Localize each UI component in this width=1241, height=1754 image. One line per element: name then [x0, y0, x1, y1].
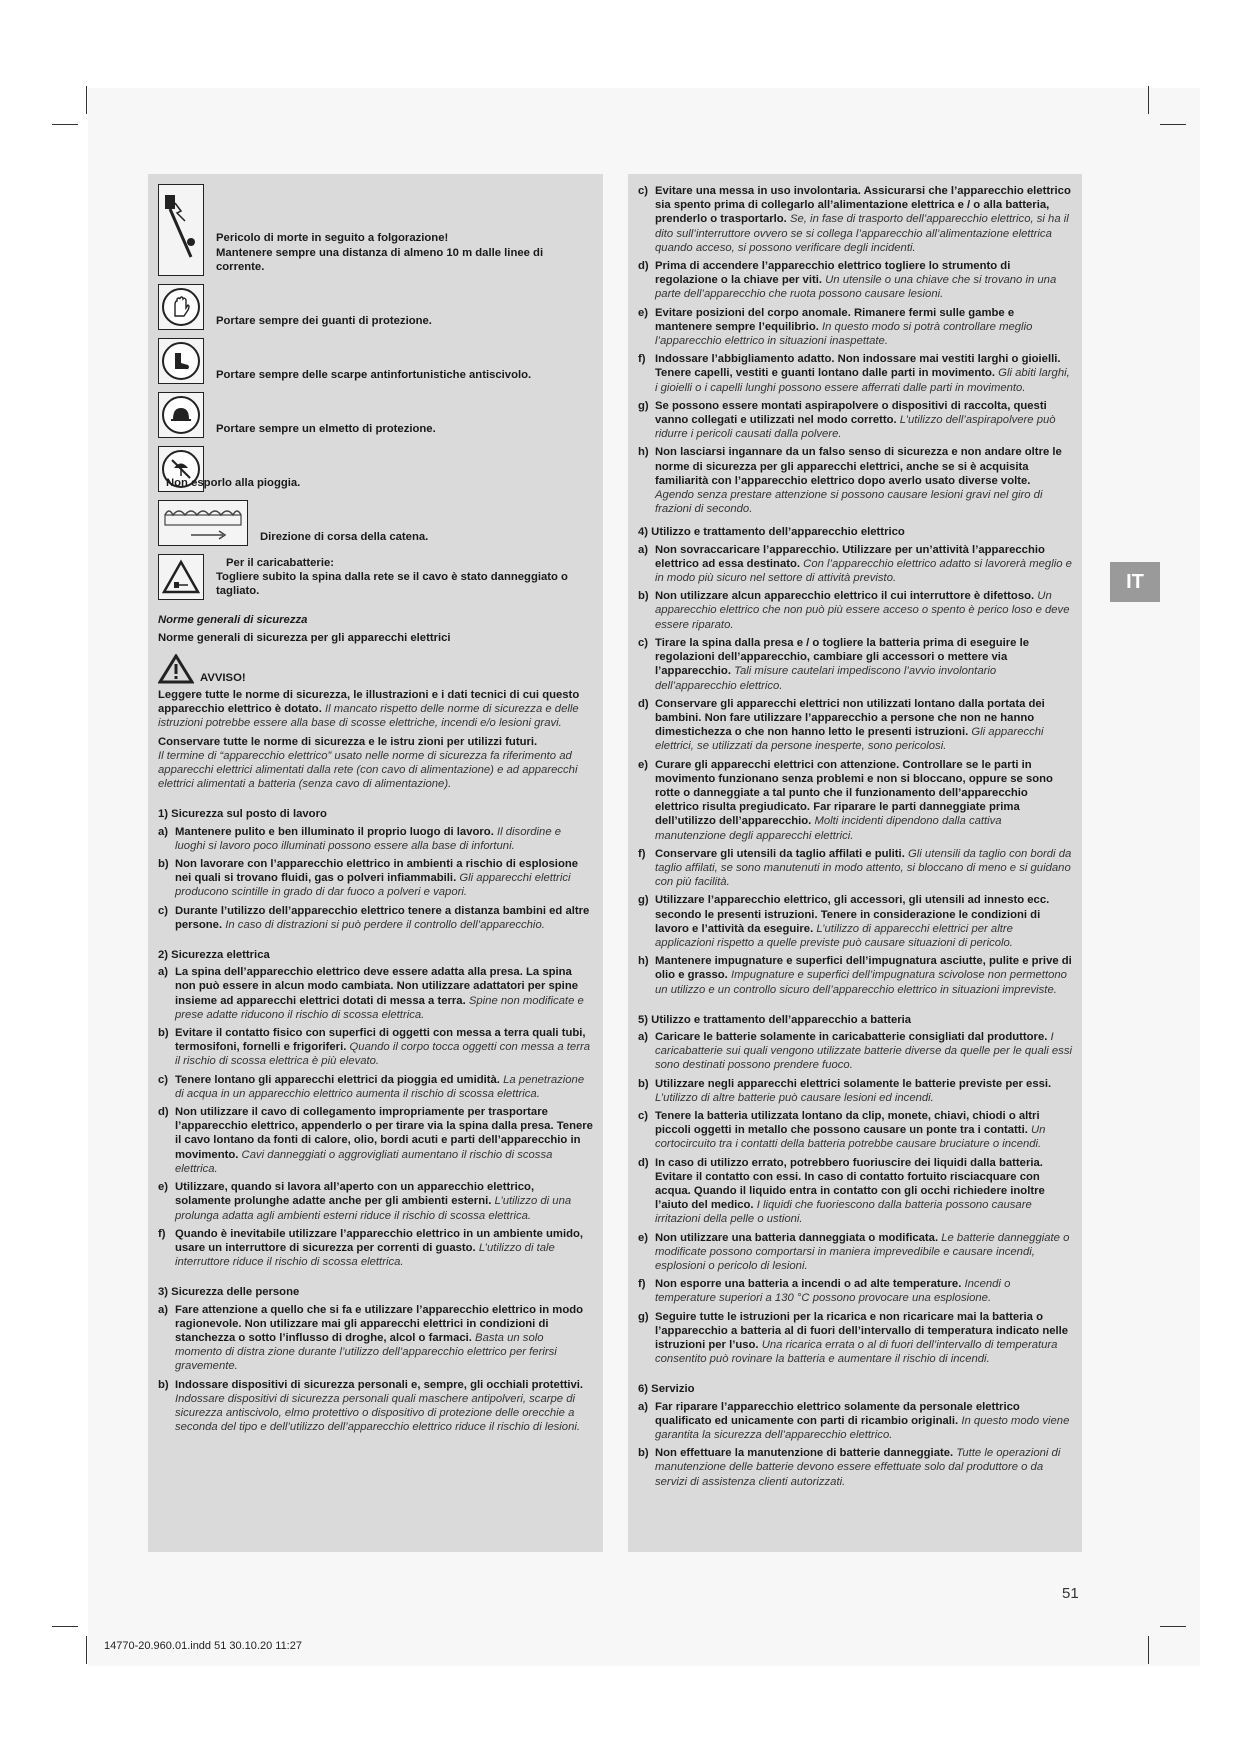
item-italic: Basta un solo momento di distra zione durante l’utilizzo dell’apparecchio elettrico per ferirsi gravemente. — [175, 1331, 557, 1373]
item-text — [655, 589, 1072, 632]
item-label: g) — [638, 894, 649, 907]
safety-boots-icon — [158, 338, 204, 384]
symbol-row — [158, 392, 593, 438]
protective-gloves-icon — [158, 284, 204, 330]
item-text — [175, 1026, 593, 1069]
item-text — [655, 1156, 1072, 1227]
item-label: a) — [638, 1400, 649, 1413]
item-bold: Utilizzare, quando si lavora all’aperto con un apparecchio elettrico, solamente prolunghe adatte anche per gli ambienti esterni. — [175, 1181, 535, 1208]
item-bold: Quando è inevitabile utilizzare l’apparecchio elettrico in un ambiente umido, usare un interruttore di sicurezza per correnti di guasto. — [175, 1227, 584, 1254]
item-bold: Utilizzare l’apparecchio elettrico, gli accessori, gli utensili ad innesto ecc. secondo le presenti istruzioni. Tenere in considerazione le condizioni di lavoro e l’attività da eseguire. — [655, 894, 1050, 935]
item-text — [175, 904, 593, 932]
list-item — [158, 1378, 593, 1435]
item-italic: In questo modo si potrà controllare meglio l’apparecchio elettrico in situazioni inaspettate. — [655, 320, 1033, 348]
item-bold: Evitare posizioni del corpo anomale. Rimanere fermi sulle gambe e mantenere sempre l’equilibrio. — [655, 306, 1015, 333]
section-heading: 1) Sicurezza sul posto di lavoro — [158, 808, 327, 821]
item-bold: Non sovraccaricare l’apparecchio. Utilizzare per un’attività l’apparecchio elettrico ad essa destinato. — [655, 543, 1045, 570]
symbol-text: Portare sempre dei guanti di protezione. — [216, 314, 432, 327]
item-italic: Gli apparecchi elettrici producono scintille in grado di dar fuoco a polveri e vapori. — [175, 872, 571, 899]
item-bold: Caricare le batterie solamente in caricabatterie consigliati dal produttore. — [655, 1030, 1048, 1043]
item-text — [175, 1180, 593, 1223]
item-text — [655, 1077, 1072, 1105]
list-item — [638, 636, 1072, 693]
item-label: d) — [638, 1156, 649, 1169]
symbol-row — [158, 500, 593, 546]
section-heading: 2) Sicurezza elettrica — [158, 949, 270, 962]
item-bold: Tenere la batteria utilizzata lontano da clip, monete, chiavi, chiodi o altri piccoli oggetti in metallo che possono causare un ponte tra i contatti. — [655, 1109, 1040, 1137]
item-italic: Le batterie danneggiate o modificate possono comportarsi in maniera imprevedibile e causare incendi, esplosioni o pericolo di lesioni. — [655, 1231, 1070, 1273]
list-item — [158, 1073, 593, 1101]
symbol-text — [216, 556, 593, 599]
item-text — [175, 1378, 593, 1435]
item-text — [655, 1277, 1072, 1305]
item-text — [655, 847, 1072, 890]
item-italic: I caricabatterie sui quali vengono utilizzate batterie diverse da quelle per le quali essi sono destinati possono prendere fuoco. — [655, 1030, 1072, 1072]
symbol-text: Portare sempre un elmetto di protezione. — [216, 422, 436, 435]
item-bold: Indossare dispositivi di sicurezza personali e, sempre, gli occhiali protettivi. — [175, 1378, 584, 1391]
symbol-row — [158, 184, 593, 276]
symbol-row — [158, 554, 593, 600]
list-item — [638, 306, 1072, 349]
item-italic: Quando il corpo tocca oggetti con messa a terra il rischio di scossa elettrica è più elevato. — [175, 1041, 591, 1068]
intro-bold: Conservare tutte le norme di sicurezza e le istru zioni per utilizzi futuri. — [158, 735, 538, 748]
section-heading: 4) Utilizzo e trattamento dell’apparecchio elettrico — [638, 526, 905, 539]
item-label: h) — [638, 446, 649, 459]
item-text — [655, 543, 1072, 586]
crop-mark — [52, 124, 78, 125]
list-item — [638, 1156, 1072, 1227]
item-bold: Seguire tutte le istruzioni per la ricarica e non ricaricare mai la batteria o l’apparecchio a batteria al di fuori dell’intervallo di temperatura indicato nelle istruzioni per l’uso. — [655, 1310, 1069, 1352]
item-label: d) — [638, 260, 649, 273]
item-label: g) — [638, 1310, 649, 1323]
symbol-text: Non esporlo alla pioggia. — [166, 476, 301, 489]
item-bold: Non effettuare la manutenzione di batterie danneggiate. — [655, 1447, 954, 1460]
list-item — [638, 893, 1072, 950]
item-text — [655, 445, 1072, 516]
intro-italic: Il mancato rispetto delle norme di sicurezza e delle istruzioni potrebbe essere alla base di scosse elettriche, incendi e/o lesioni gravi. — [158, 703, 579, 730]
item-label: c) — [638, 185, 649, 197]
item-bold: Mantenere pulito e ben illuminato il proprio luogo di lavoro. — [175, 825, 494, 838]
norme-title: Norme generali di sicurezza per gli apparecchi elettrici — [158, 632, 451, 644]
item-text — [655, 399, 1072, 442]
crop-mark — [1148, 1636, 1149, 1664]
item-italic: Impugnature e superfici dell’impugnatura scivolose non permettono un utilizzo e un controllo sicuro dell’apparecchio elettrico in situazioni impreviste. — [655, 969, 1067, 996]
item-bold: Durante l’utilizzo dell’apparecchio elettrico tenere a distanza bambini ed altre persone. — [175, 904, 590, 931]
item-italic: La penetrazione di acqua in un apparecchio elettrico aumenta il rischio di scossa elettrica. — [175, 1073, 585, 1100]
item-italic: L’utilizzo di altre batterie può causare lesioni ed incendi. — [655, 1091, 934, 1104]
avviso-row — [158, 654, 593, 684]
item-italic: Gli apparecchi elettrici, se utilizzati da persone inesperte, sono pericolosi. — [655, 726, 1044, 753]
item-label: c) — [158, 1073, 169, 1086]
symbol-row — [158, 338, 593, 384]
list-item — [638, 1400, 1072, 1443]
item-bold: Non esporre una batteria a incendi o ad alte temperature. — [655, 1278, 962, 1291]
right-column — [628, 174, 1082, 1552]
avviso-label: AVVISO! — [200, 672, 246, 684]
list-item — [638, 399, 1072, 442]
item-text — [655, 893, 1072, 950]
item-label: h) — [638, 955, 649, 968]
item-text — [655, 758, 1072, 843]
list-item — [158, 965, 593, 1022]
item-label: f) — [638, 1278, 646, 1291]
item-bold: Evitare una messa in uso involontaria. Assicurarsi che l’apparecchio elettrico sia spento prima di collegarlo all’alimentazione elettrica e / o alla batteria, prenderlo o trasportarlo. — [655, 185, 1071, 226]
item-label: e) — [158, 1181, 169, 1194]
item-label: f) — [158, 1227, 166, 1240]
list-item — [638, 954, 1072, 997]
item-text — [655, 697, 1072, 754]
list-item — [638, 1310, 1072, 1367]
item-label: b) — [638, 1447, 649, 1460]
item-text — [655, 954, 1072, 997]
helmet-icon — [158, 392, 204, 438]
item-label: c) — [158, 904, 169, 917]
item-italic: L’utilizzo di apparecchi elettrici per altre applicazioni rispetto a quelle previste può causare situazioni di pericolo. — [655, 922, 1013, 949]
chain-direction-icon — [158, 500, 248, 546]
list-item — [638, 589, 1072, 632]
item-text — [175, 825, 593, 853]
item-text — [655, 306, 1072, 349]
crop-mark — [1148, 86, 1149, 114]
list-item — [638, 697, 1072, 754]
charger-warning-icon — [158, 554, 204, 600]
item-label: f) — [638, 353, 646, 366]
item-italic: L’utilizzo di tale interruttore riduce il rischio di scossa elettrica. — [175, 1241, 555, 1269]
item-bold: Tenere lontano gli apparecchi elettrici da pioggia ed umidità. — [175, 1073, 500, 1086]
intro-italic: Il termine di “apparecchio elettrico” usato nelle norme di sicurezza fa riferimento ad apparecchi elettrici alimentati dalla rete (con cavo di alimentazione) e ad apparecchi elettrici alimentati a batteria (senza cavo di alimentazione). — [158, 749, 578, 791]
list-item — [638, 1277, 1072, 1305]
item-text — [655, 1446, 1072, 1489]
item-italic: Il disordine e luoghi si lavoro poco illuminati possono essere alla base di infortuni. — [175, 825, 562, 852]
list-item — [158, 1227, 593, 1270]
left-column — [148, 174, 603, 1552]
list-item — [638, 543, 1072, 586]
item-bold: Utilizzare negli apparecchi elettrici solamente le batterie previste per essi. — [655, 1077, 1052, 1090]
intro-bold: Leggere tutte le norme di sicurezza, le illustrazioni e i dati tecnici di cui questo apparecchio elettrico è dotato. — [158, 689, 580, 716]
list-item — [638, 1231, 1072, 1274]
item-text — [655, 636, 1072, 693]
item-label: a) — [158, 966, 169, 979]
item-italic: Un utensile o una chiave che si trovano in una parte dell’apparecchio che ruota possono causare lesioni. — [655, 274, 1057, 301]
list-item — [158, 857, 593, 900]
item-italic: L’utilizzo dell’aspirapolvere può ridurre i pericoli causati dalla polvere. — [655, 414, 1056, 441]
item-bold: Evitare il contatto fisico con superfici di oggetti con messa a terra quali tubi, termosifoni, fornelli e frigoriferi. — [175, 1027, 586, 1054]
item-bold: Non utilizzare alcun apparecchio elettrico il cui interruttore è difettoso. — [655, 590, 1035, 603]
norme-title-italic: Norme generali di sicurezza — [158, 614, 308, 626]
item-italic: Un cortocircuito tra i contatti della batteria potrebbe causare bruciature o incendi. — [655, 1124, 1046, 1151]
section-heading: 6) Servizio — [638, 1383, 695, 1396]
item-bold: Prima di accendere l’apparecchio elettrico togliere lo strumento di regolazione o la chiave per viti. — [655, 260, 1011, 287]
list-item — [158, 825, 593, 853]
list-item — [638, 1030, 1072, 1073]
symbol-text: Pericolo di morte in seguito a folgorazione! Mantenere sempre una distanza di almeno 10 m dalle linee di corrente. — [216, 232, 544, 273]
list-item — [638, 758, 1072, 843]
item-text — [175, 857, 593, 900]
item-bold: Non utilizzare il cavo di collegamento impropriamente per trasportare l’apparecchio elettrico, appenderlo o per tirare via la spina dalla presa. Tenere il cavo lontano da fonti di calore, olio, bordi acuti e parti dell’apparecchio in movimento. — [175, 1106, 593, 1161]
item-bold: Non lasciarsi ingannare da un falso senso di sicurezza e non andare oltre le norme di sicurezza per gli apparecchi elettrici, anche se si è acquisita familiarità con l’apparecchio elettrico dopo averlo usato diverse volte. — [655, 446, 1062, 487]
item-bold: Mantenere impugnature e superfici dell’impugnatura asciutte, pulite e prive di olio e grasso. — [655, 955, 1072, 982]
item-text — [175, 1303, 593, 1374]
list-item — [638, 259, 1072, 302]
warning-triangle-icon — [158, 654, 194, 684]
item-italic: L’utilizzo di una prolunga adatta agli ambienti esterni riduce il rischio di scossa elettrica. — [175, 1195, 572, 1222]
item-label: a) — [638, 1030, 649, 1043]
item-bold: Non lavorare con l’apparecchio elettrico in ambienti a rischio di esplosione nei quali si trovano fluidi, gas o polveri infiammabili. — [175, 858, 579, 885]
item-text — [655, 259, 1072, 302]
item-italic: Con l’apparecchio elettrico adatto si lavorerà meglio e in modo più sicuro nel settore di attività previsto. — [655, 557, 1072, 585]
item-text — [655, 184, 1072, 255]
section-heading: 5) Utilizzo e trattamento dell’apparecchio a batteria — [638, 1013, 912, 1026]
intro-paragraph — [158, 688, 593, 731]
item-text — [655, 1030, 1072, 1073]
list-item — [638, 1446, 1072, 1489]
item-text — [655, 1109, 1072, 1152]
item-bold: Curare gli apparecchi elettrici con attenzione. Controllare se le parti in movimento funzionano senza problemi e non si bloccano, oppure se sono rotte o danneggiate a tal punto che il funzionamento dell’apparecchio elettrico risulta pregiudicato. Far riparare le parti danneggiate prima dell’utilizzo dell’apparecchio. — [655, 758, 1053, 828]
item-label: d) — [638, 697, 649, 710]
item-bold: Fare attenzione a quello che si fa e utilizzare l’apparecchio elettrico in modo ragionevole. Non utilizzare mai gli apparecchi elettrici in condizioni di stanchezza o sotto l’influsso di droghe, alcol o farmaci. — [175, 1303, 584, 1344]
item-label: a) — [158, 825, 169, 838]
language-tab: IT — [1110, 562, 1160, 602]
list-item — [638, 1109, 1072, 1152]
item-italic: Se, in fase di trasporto dell’apparecchio elettrico, si ha il dito sull’interruttore ovvero se si collega l’apparecchio all’alimentazione elettrica quando acceso, si possono verificare degli incidenti. — [655, 213, 1069, 254]
item-text — [655, 1400, 1072, 1443]
list-item — [158, 1026, 593, 1069]
item-label: b) — [158, 1027, 169, 1040]
item-label: a) — [638, 543, 649, 556]
item-label: c) — [638, 1109, 649, 1122]
item-bold: Non utilizzare una batteria danneggiata o modificata. — [655, 1231, 939, 1244]
item-italic: In questo modo viene garantita la sicurezza dell’apparecchio elettrico. — [655, 1414, 1070, 1442]
item-label: a) — [158, 1303, 169, 1316]
crop-mark — [52, 1626, 78, 1627]
item-bold: Se possono essere montati aspirapolvere o dispositivi di raccolta, questi vanno collegati e utilizzati nel modo corretto. — [655, 399, 1047, 427]
item-text — [175, 1073, 593, 1101]
item-italic: Agendo senza prestare attenzione si possono causare lesioni gravi nel giro di frazioni di secondo. — [655, 489, 1043, 516]
item-text — [175, 1105, 593, 1176]
crop-mark — [1160, 124, 1186, 125]
item-bold: Tirare la spina dalla presa e / o togliere la batteria prima di eseguire le regolazioni dell’apparecchio, cambiare gli accessori o mettere via l’apparecchio. — [655, 636, 1029, 678]
list-item — [158, 904, 593, 932]
list-item — [158, 1180, 593, 1223]
item-italic: Tutte le operazioni di manutenzione delle batterie devono essere effettuate solo dal produttore o da servizi di assistenza clienti autorizzati. — [655, 1447, 1061, 1488]
charger-title: Per il caricabatterie: — [226, 556, 335, 569]
item-bold: Indossare l’abbigliamento adatto. Non indossare mai vestiti larghi o gioielli. Tenere capelli, vestiti e guanti lontano dalle parti in movimento. — [655, 353, 1061, 380]
list-item — [638, 445, 1072, 516]
list-item — [638, 184, 1072, 255]
item-bold: Conservare gli utensili da taglio affilati e puliti. — [655, 847, 905, 860]
list-item — [638, 847, 1072, 890]
item-text — [655, 1231, 1072, 1274]
item-italic: I liquidi che fuoriescono dalla batteria possono causare irritazioni della pelle o ustioni. — [655, 1199, 1032, 1226]
item-text — [175, 965, 593, 1022]
item-italic: Una ricarica errata o al di fuori dell’intervallo di temperatura consentito può rovinare la batteria e aumentare il rischio di incendi. — [655, 1339, 1058, 1366]
item-label: f) — [638, 847, 646, 860]
item-label: c) — [638, 636, 649, 649]
page-number: 51 — [1062, 1585, 1079, 1602]
item-italic: Molti incidenti dipendono dalla cattiva manutenzione degli apparecchi elettrici. — [655, 815, 1002, 842]
item-italic: In caso di distrazioni si può perdere il controllo dell’apparecchio. — [222, 918, 545, 931]
item-italic: Cavi danneggiati o aggrovigliati aumentano il rischio di scossa elettrica. — [175, 1148, 553, 1175]
item-text — [655, 352, 1072, 395]
section-heading: 3) Sicurezza delle persone — [158, 1286, 300, 1299]
item-bold: In caso di utilizzo errato, potrebbero fuoriuscire dei liquidi dalla batteria. Evitare il contatto con essi. In caso di contatto fortuito risciacquare con acqua. Quando il liquido entra in contatto con gli occhi richiedere inoltre l’aiuto del medico. — [655, 1156, 1045, 1212]
item-bold: La spina dell’apparecchio elettrico deve essere adatta alla presa. La spina non può essere in alcun modo cambiata. Non utilizzare adattatori per spine insieme ad apparecchi elettrici dotati di messa a terra. — [175, 966, 578, 1007]
item-italic: Tali misure cautelari impediscono l’avvio involontario dell’apparecchio elettrico. — [655, 665, 997, 692]
list-item — [158, 1303, 593, 1374]
item-label: e) — [638, 306, 649, 319]
list-item — [638, 1077, 1072, 1105]
item-label: g) — [638, 399, 649, 412]
right-sections — [638, 525, 1072, 1488]
item-text — [175, 1227, 593, 1270]
item-label: e) — [638, 758, 649, 771]
symbol-text: Portare sempre delle scarpe antinfortunistiche antiscivolo. — [216, 368, 532, 381]
electrocution-warning-icon — [158, 184, 204, 276]
item-italic: Un apparecchio elettrico che non può più essere acceso o spento è perico loso e deve essere riparato. — [655, 590, 1070, 631]
symbol-row — [158, 284, 593, 330]
symbol-row — [158, 446, 593, 492]
item-text — [655, 1310, 1072, 1367]
list-item — [158, 1105, 593, 1176]
item-italic: Gli utensili da taglio con bordi da taglio affilati, se sono manutenuti in modo attento, si bloccano di meno e si guidano con più facilità. — [655, 847, 1072, 889]
item-italic: Spine non modificate e prese adatte riducono il rischio di scossa elettrica. — [175, 994, 584, 1021]
item-label: b) — [638, 1077, 649, 1090]
item-label: b) — [158, 1378, 169, 1391]
crop-mark — [1160, 1626, 1186, 1627]
item-label: b) — [158, 858, 169, 871]
symbol-text: Direzione di corsa della catena. — [260, 530, 429, 543]
intro-paragraph — [158, 735, 593, 792]
left-sections — [158, 807, 593, 1434]
item-label: d) — [158, 1106, 169, 1119]
item-bold: Conservare gli apparecchi elettrici non utilizzati lontano dalla portata dei bambini. Non fare utilizzare l’apparecchio a persone che non ne hanno dimestichezza o che non hanno letto le presenti istruzioni. — [655, 697, 1045, 739]
item-italic: Incendi o temperature superiori a 130 °C possono provocare una esplosione. — [655, 1278, 1011, 1305]
crop-mark — [86, 1636, 87, 1664]
item-bold: Far riparare l’apparecchio elettrico solamente da personale elettrico qualificato ed unicamente con parti di ricambio originali. — [655, 1400, 1020, 1427]
right-first-items — [638, 184, 1072, 516]
list-item — [638, 352, 1072, 395]
item-italic: Indossare dispositivi di sicurezza personali quali maschere antipolveri, scarpe di sicurezza antiscivolo, elmo protettivo o dispositivo di protezione delle orecchie a seconda del tipo e dell’utilizzo dell’apparecchio elettrico riduce il rischio di lesioni. — [175, 1392, 581, 1434]
item-italic: Gli abiti larghi, i gioielli o i capelli lunghi possono essere afferrati dalle parti in movimento. — [655, 367, 1070, 394]
charger-text: Togliere subito la spina dalla rete se il cavo è stato danneggiato o tagliato. — [216, 570, 568, 598]
item-label: e) — [638, 1231, 649, 1244]
print-footer: 14770-20.960.01.indd 51 30.10.20 11:27 — [104, 1640, 302, 1652]
item-label: b) — [638, 590, 649, 603]
crop-mark — [86, 86, 87, 114]
